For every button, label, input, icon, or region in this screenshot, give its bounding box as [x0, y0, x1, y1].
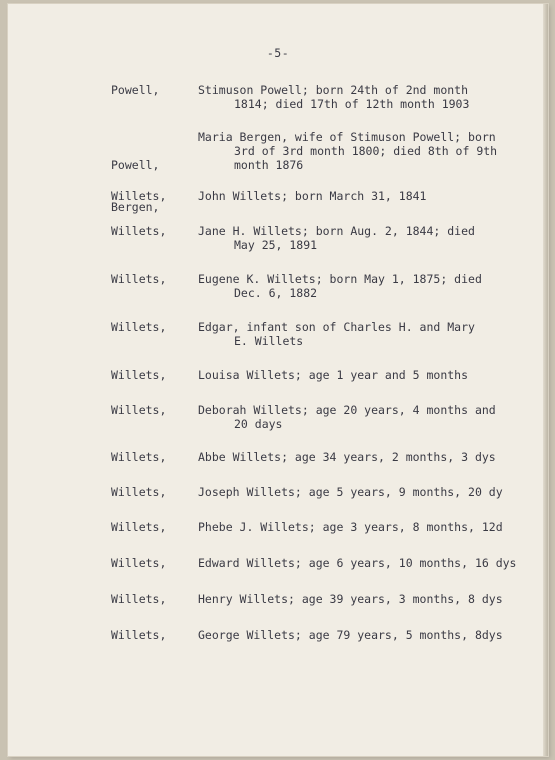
description-line: Joseph Willets; age 5 years, 9 months, 20 dy: [198, 485, 503, 499]
surname: [111, 520, 166, 534]
record-description: [198, 403, 528, 431]
description-line: Eugene K. Willets; born May 1, 1875; died: [198, 272, 482, 286]
description-line: Edward Willets; age 6 years, 10 months, 16 dys: [198, 556, 517, 570]
description-line: month 1876: [234, 158, 304, 172]
surname-line: Willets,: [111, 628, 167, 642]
surname-line: Willets,: [111, 224, 167, 238]
description-line: 20 days: [234, 417, 283, 431]
surname-line: Willets,: [111, 485, 167, 499]
surname-line: Willets,: [111, 556, 167, 570]
surname-line: Bergen,: [111, 200, 160, 214]
surname: [111, 450, 166, 464]
record-description: [198, 130, 528, 172]
document-page: [8, 4, 548, 756]
surname: [111, 368, 166, 382]
surname-line: Willets,: [111, 403, 167, 417]
record-description: [198, 556, 528, 570]
record-description: [198, 320, 528, 348]
surname: [111, 272, 166, 286]
page-number: -5-: [266, 46, 290, 60]
record-description: [198, 485, 528, 499]
description-line: Henry Willets; age 39 years, 3 months, 8 dys: [198, 592, 503, 606]
surname: [111, 320, 166, 334]
description-line: 1814; died 17th of 12th month 1903: [234, 97, 470, 111]
surname: [111, 485, 166, 499]
record-description: [198, 450, 528, 464]
surname: [111, 189, 166, 203]
record-description: [198, 224, 528, 252]
surname-line: Willets,: [111, 189, 167, 203]
surname-line: Willets,: [111, 272, 167, 286]
record-description: [198, 592, 528, 606]
record-description: [198, 368, 528, 382]
description-line: Dec. 6, 1882: [234, 286, 318, 300]
description-line: Deborah Willets; age 20 years, 4 months and: [198, 403, 496, 417]
surname-line: Willets,: [111, 592, 167, 606]
surname: [111, 83, 159, 97]
description-line: 3rd of 3rd month 1800; died 8th of 9th: [234, 144, 498, 158]
surname: [111, 224, 166, 238]
record-description: [198, 628, 528, 642]
surname-line: Willets,: [111, 368, 167, 382]
description-line: John Willets; born March 31, 1841: [198, 189, 427, 203]
description-line: Maria Bergen, wife of Stimuson Powell; born: [198, 130, 496, 144]
surname-line: Powell,: [111, 158, 160, 172]
description-line: George Willets; age 79 years, 5 months, 8dys: [198, 628, 503, 642]
record-description: [198, 189, 528, 203]
surname: [111, 403, 166, 417]
description-line: E. Willets: [234, 334, 304, 348]
description-line: Stimuson Powell; born 24th of 2nd month: [198, 83, 469, 97]
description-line: Abbe Willets; age 34 years, 2 months, 3 dys: [198, 450, 496, 464]
surname-line: Willets,: [111, 520, 167, 534]
surname-line: Willets,: [111, 450, 167, 464]
description-line: Phebe J. Willets; age 3 years, 8 months, 12d: [198, 520, 503, 534]
record-description: [198, 272, 528, 300]
surname: [111, 628, 166, 642]
surname-line: Powell,: [111, 83, 160, 97]
record-description: [198, 520, 528, 534]
record-description: [198, 83, 528, 111]
description-line: May 25, 1891: [234, 238, 318, 252]
description-line: Edgar, infant son of Charles H. and Mary: [198, 320, 475, 334]
surname: [111, 556, 166, 570]
description-line: Jane H. Willets; born Aug. 2, 1844; died: [198, 224, 475, 238]
page-edge: [543, 4, 548, 756]
surname-line: Willets,: [111, 320, 167, 334]
description-line: Louisa Willets; age 1 year and 5 months: [198, 368, 469, 382]
surname: [111, 592, 166, 606]
